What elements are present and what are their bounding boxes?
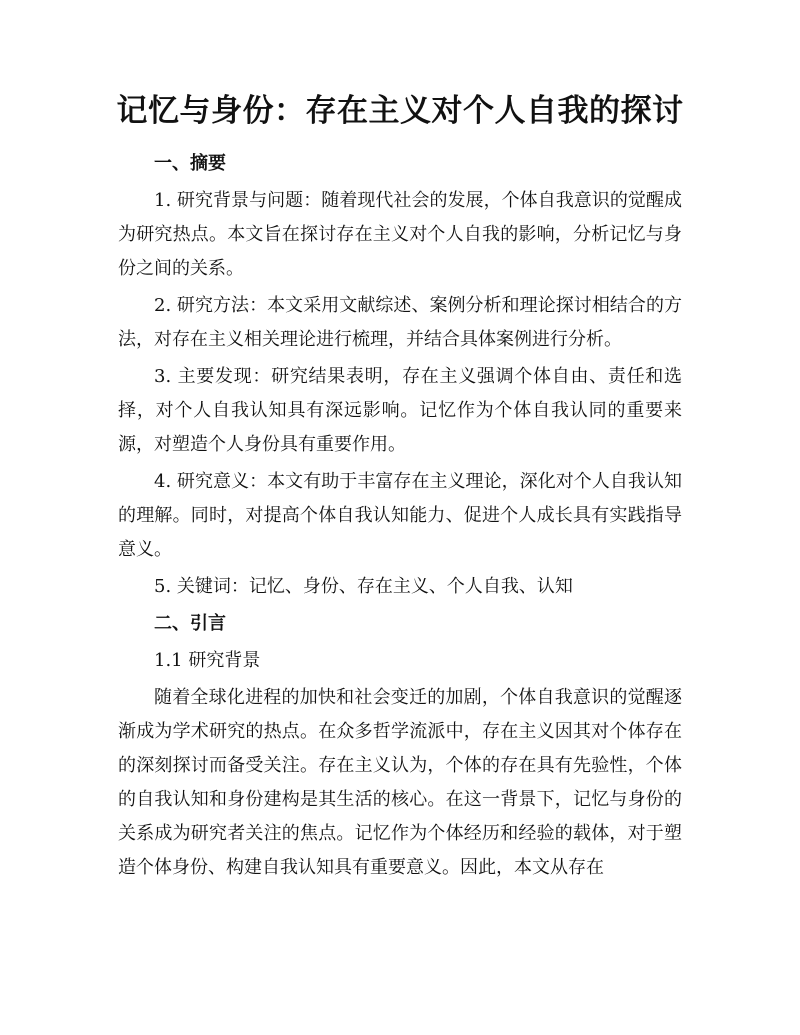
section-heading-abstract: 一、摘要	[154, 153, 226, 174]
document-body	[118, 147, 682, 885]
section-heading-introduction: 二、引言	[154, 613, 226, 634]
document-title: 记忆与身份：存在主义对个人自我的探讨	[116, 93, 684, 129]
subsection-heading-research-background: 1.1 研究背景	[154, 650, 261, 671]
introduction-paragraph: 随着全球化进程的加快和社会变迁的加剧，个体自我意识的觉醒逐渐成为学术研究的热点。在众多哲学流派中，存在主义因其对个体存在的深刻探讨而备受关注。存在主义认为，个体的存在具有先验性，个体的自我认知和身份建构是其生活的核心。在这一背景下，记忆与身份的关系成为研究者关注的焦点。记忆作为个体经历和经验的载体，对于塑造个体身份、构建自我认知具有重要意义。因此，本文从存在	[118, 687, 682, 878]
abstract-item-findings: 3. 主要发现：研究结果表明，存在主义强调个体自由、责任和选择，对个人自我认知具有深远影响。记忆作为个体自我认同的重要来源，对塑造个人身份具有重要作用。	[118, 366, 682, 455]
abstract-item-method: 2. 研究方法：本文采用文献综述、案例分析和理论探讨相结合的方法，对存在主义相关理论进行梳理，并结合具体案例进行分析。	[118, 295, 682, 350]
abstract-item-background: 1. 研究背景与问题：随着现代社会的发展，个体自我意识的觉醒成为研究热点。本文旨在探讨存在主义对个人自我的影响，分析记忆与身份之间的关系。	[118, 190, 682, 279]
abstract-item-keywords: 5. 关键词：记忆、身份、存在主义、个人自我、认知	[154, 576, 573, 597]
abstract-item-significance: 4. 研究意义：本文有助于丰富存在主义理论，深化对个人自我认知的理解。同时，对提高个体自我认知能力、促进个人成长具有实践指导意义。	[118, 471, 682, 560]
